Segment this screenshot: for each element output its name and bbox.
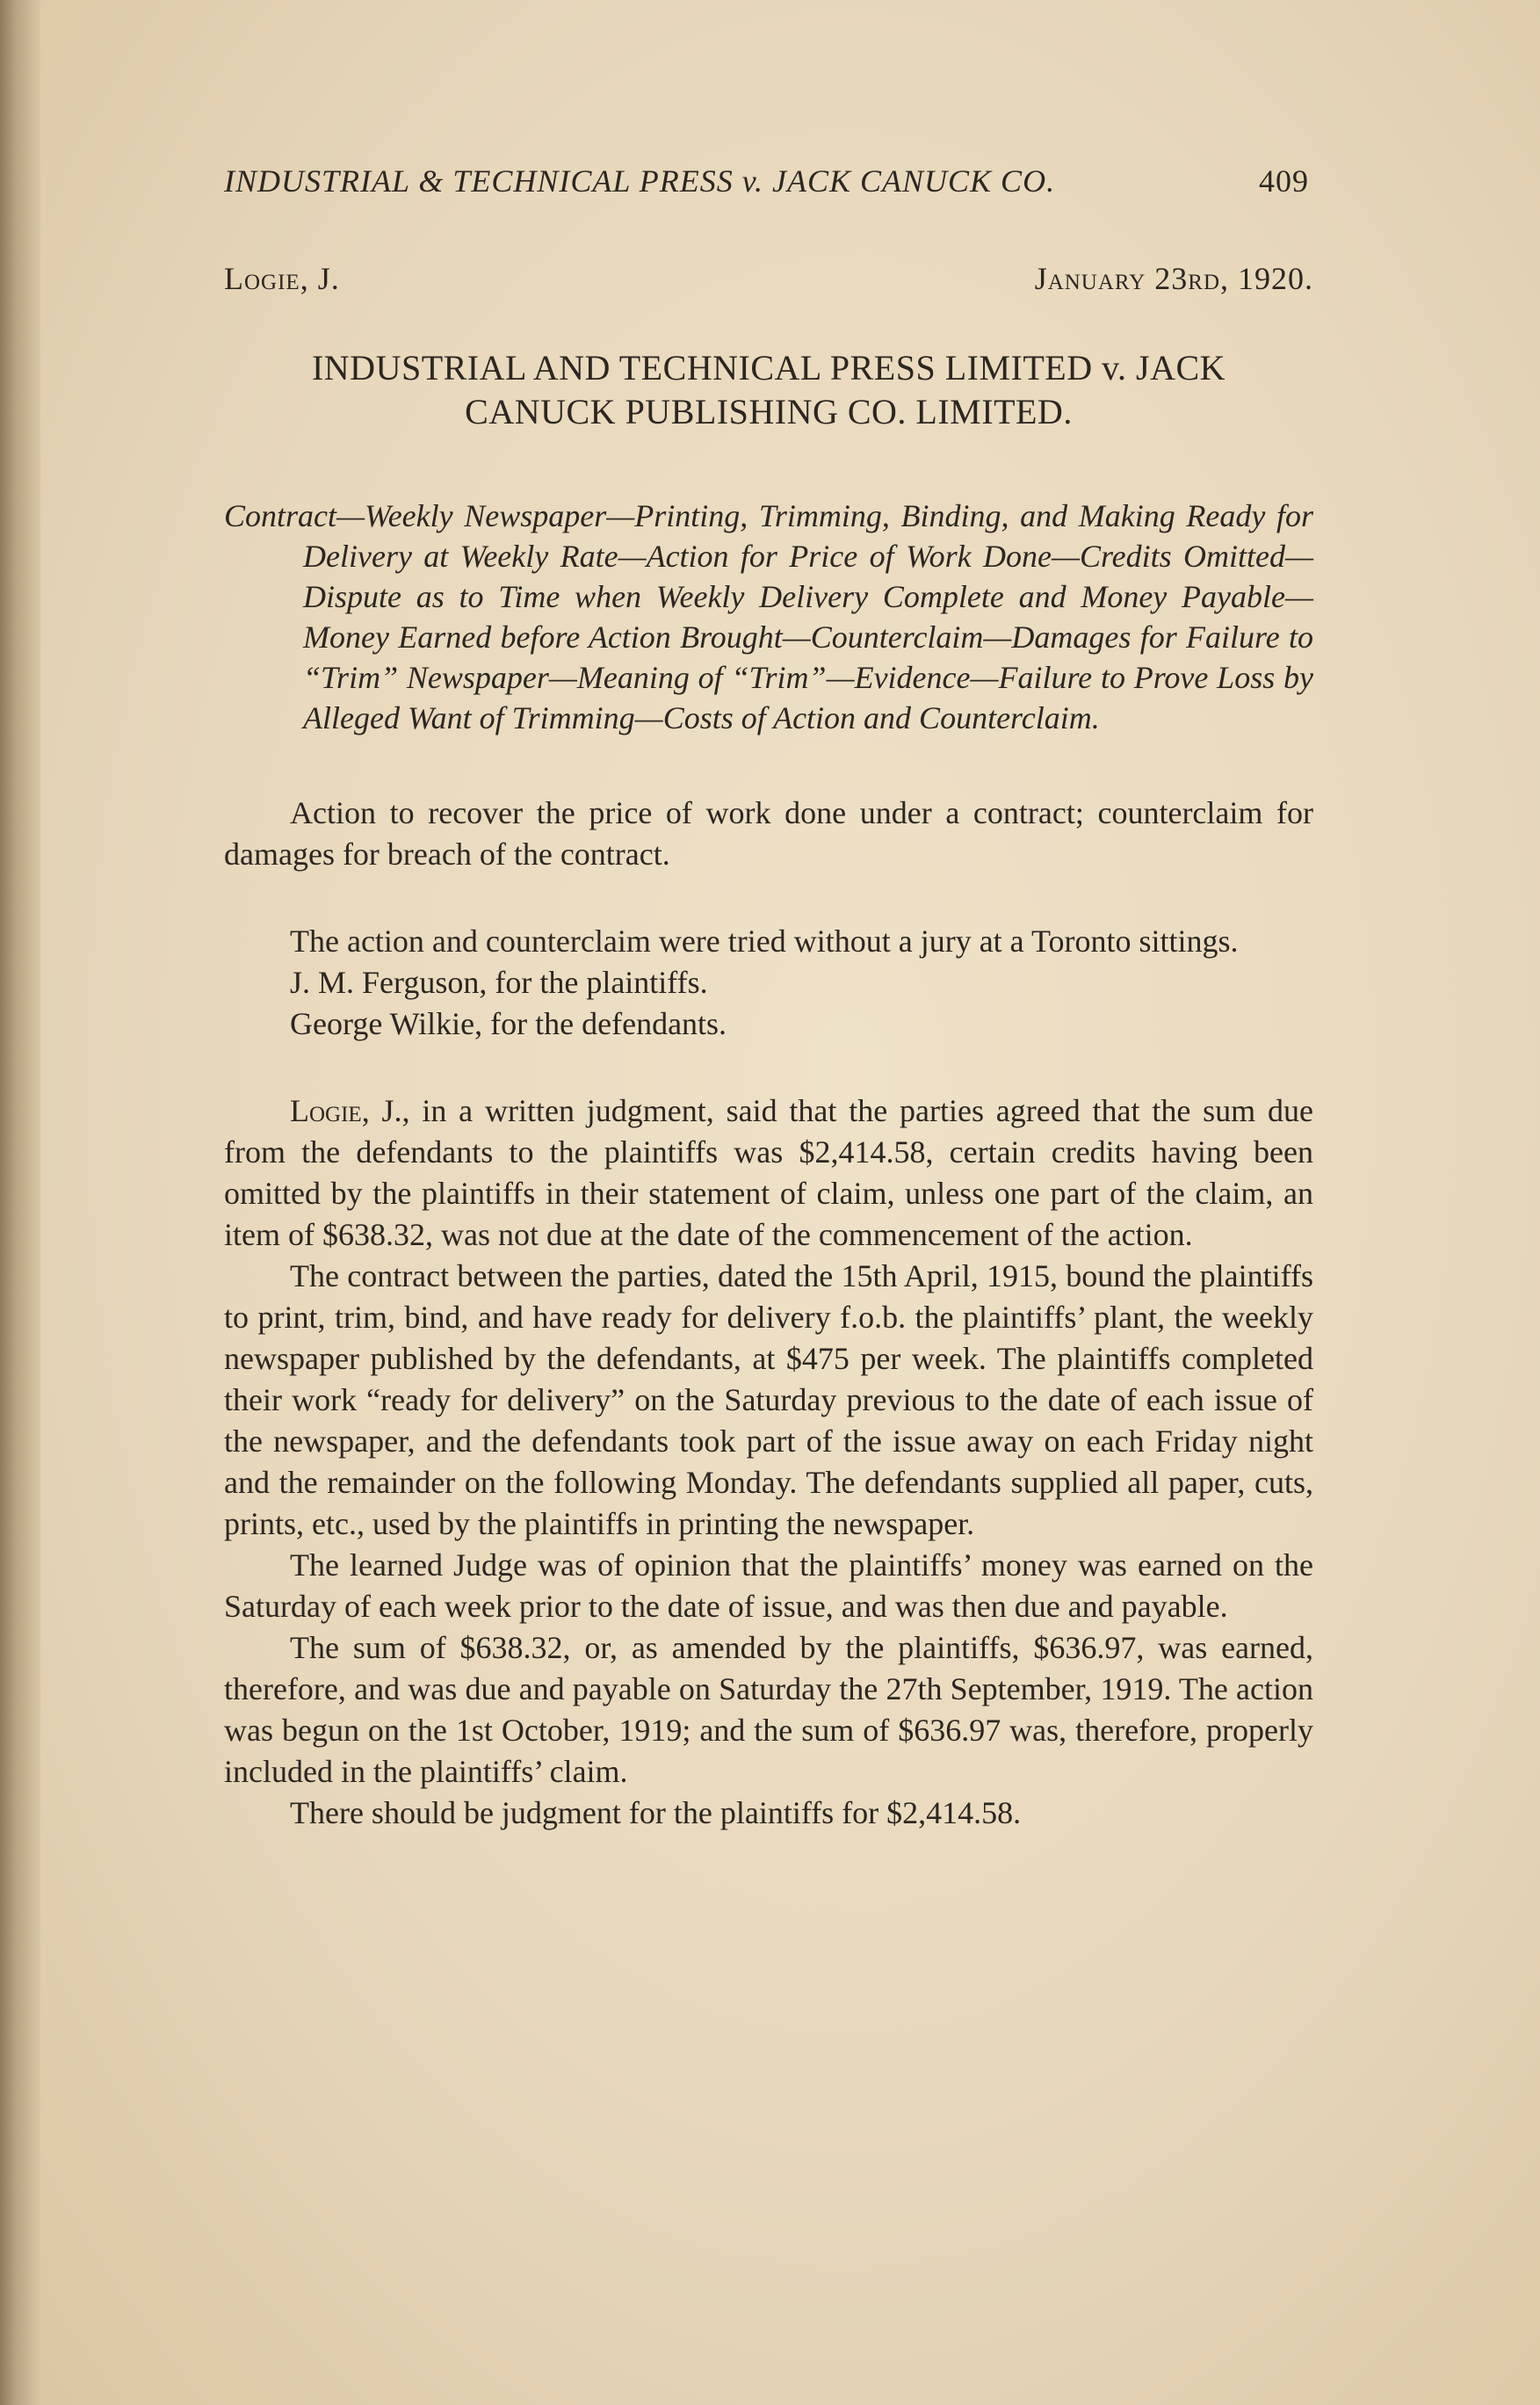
binding-gutter — [0, 0, 40, 2405]
running-head-title: INDUSTRIAL & TECHNICAL PRESS v. JACK CANUCK CO. — [224, 163, 1056, 199]
judge-name: Logie, J. — [224, 261, 340, 296]
opinion-paragraph: The learned Judge was of opinion that the plaintiffs’ money was earned on the Saturday of each week prior to the date of issue, and was then due and payable. — [224, 1547, 1313, 1624]
action-paragraph: Action to recover the price of work done under a contract; counterclaim for damages for breach of the contract. — [224, 795, 1313, 872]
running-head — [224, 163, 1313, 212]
judgment-paragraph — [224, 1090, 1313, 1256]
headnote: Contract—Weekly Newspaper—Printing, Trimming, Binding, and Making Ready for Delivery at Weekly Rate—Action for Price of Work Done—Credits Omitted—Dispute as to Time when Weekly Delivery Complete and Money Payable—Money Earned before Action Brought—Counterclaim—Damages for Failure to “Trim” Newspaper—Meaning of “Trim”—Evidence—Failure to Prove Loss by Alleged Want of Trimming—Costs of Action and Counterclaim. — [224, 498, 1313, 735]
conclusion-paragraph: There should be judgment for the plaintiffs for $2,414.58. — [290, 1795, 1022, 1830]
trial-paragraph: The action and counterclaim were tried without a jury at a Toronto sittings. — [290, 924, 1239, 959]
page-number: 409 — [1259, 163, 1309, 199]
case-title-line-2: CANUCK PUBLISHING CO. LIMITED. — [465, 392, 1073, 431]
counsel-defendants: George Wilkie, for the defendants. — [290, 1006, 727, 1041]
page-content — [224, 163, 1313, 1834]
counsel-plaintiffs: J. M. Ferguson, for the plaintiffs. — [290, 965, 708, 1000]
case-title — [224, 346, 1313, 434]
judgment-text: , in a written judgment, said that the parties agreed that the sum due from the defendants to the plaintiffs was $2,414.58, certain credits having been omitted by the plaintiffs in their statement of claim, unless one part of the claim, an item of $638.32, was not due at the date of the commencement of the action. — [224, 1093, 1313, 1252]
case-title-line-1: INDUSTRIAL AND TECHNICAL PRESS LIMITED v. JACK — [311, 348, 1226, 388]
sum-paragraph: The sum of $638.32, or, as amended by the plaintiffs, $636.97, was earned, therefore, and was due and payable on Saturday the 27th September, 1919. The action was begun on the 1st October, 1919; and the sum of $636.97 was, therefore, properly included in the plaintiffs’ claim. — [224, 1630, 1313, 1789]
judgment-date: January 23rd, 1920. — [1034, 261, 1313, 296]
contract-paragraph: The contract between the parties, dated the 15th April, 1915, bound the plaintiffs to print, trim, bind, and have ready for delivery f.o.b. the plaintiffs’ plant, the weekly newspaper published by the defendants, at $475 per week. The plaintiffs completed their work “ready for delivery” on the Saturday previous to the date of each issue of the newspaper, and the defendants took part of the issue away on each Friday night and the remainder on the following Monday. The defendants supplied all paper, cuts, prints, etc., used by the plaintiffs in printing the newspaper. — [224, 1258, 1313, 1541]
dateline — [224, 260, 1313, 304]
judgment-judge-name: Logie, J. — [290, 1093, 402, 1128]
